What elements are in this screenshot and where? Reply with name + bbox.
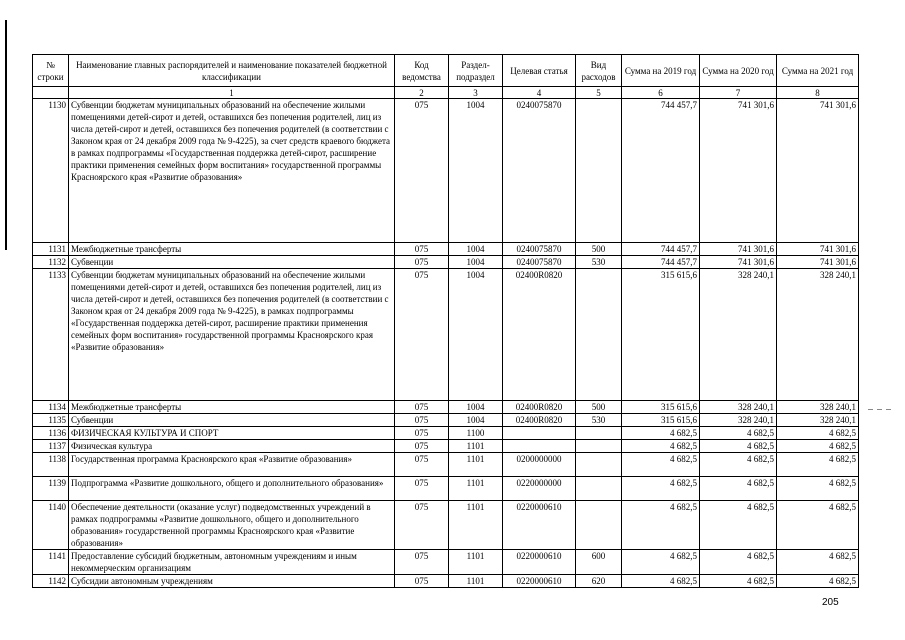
row-number: 1131 — [33, 243, 69, 256]
row-target: 0220000610 — [503, 575, 576, 588]
row-section: 1101 — [449, 501, 503, 550]
row-number: 1137 — [33, 440, 69, 453]
table-row — [33, 427, 859, 440]
table-row — [33, 414, 859, 427]
row-sum-2021: 4 682,5 — [777, 501, 859, 550]
row-target — [503, 440, 576, 453]
table-row — [33, 550, 859, 575]
column-index: 6 — [622, 87, 700, 99]
row-section: 1004 — [449, 269, 503, 401]
row-sum-2019: 315 615,6 — [622, 401, 700, 414]
header-section: Раздел-подраздел — [449, 55, 503, 87]
table-header-row — [33, 55, 859, 87]
row-number: 1141 — [33, 550, 69, 575]
column-index: 3 — [449, 87, 503, 99]
row-name: Субвенции бюджетам муниципальных образований на обеспечение жилыми помещениями детей-сирот и детей, оставшихся без попечения родителей, лиц из числа детей-сирот и детей, оставшихся без попечения родителей (в соответствии с Законом края от 24 декабря 2009 года № 9-4225), за счет средств краевого бюджета в рамках подпрограммы «Государственная поддержка детей-сирот, расширение практики применения семейных форм воспитания» государственной программы Красноярского края «Развитие образования» — [69, 99, 395, 243]
row-sum-2021: 741 301,6 — [777, 256, 859, 269]
row-sum-2021: 741 301,6 — [777, 243, 859, 256]
row-dept-code: 075 — [395, 501, 449, 550]
row-sum-2020: 741 301,6 — [700, 256, 777, 269]
row-name: Обеспечение деятельности (оказание услуг) подведомственных учреждений в рамках подпрограммы «Развитие дошкольного, общего и дополнительного образования» государственной программы Красноярского края «Развитие образования» — [69, 501, 395, 550]
row-number: 1132 — [33, 256, 69, 269]
row-sum-2019: 744 457,7 — [622, 99, 700, 243]
row-expense-type — [576, 440, 622, 453]
page-edge-mark — [5, 20, 7, 250]
row-sum-2020: 4 682,5 — [700, 501, 777, 550]
row-name: Субсидии автономным учреждениям — [69, 575, 395, 588]
row-sum-2019: 4 682,5 — [622, 440, 700, 453]
row-target — [503, 427, 576, 440]
row-expense-type — [576, 453, 622, 477]
margin-dashes — [868, 400, 898, 410]
row-section: 1004 — [449, 256, 503, 269]
row-sum-2019: 744 457,7 — [622, 256, 700, 269]
row-expense-type — [576, 427, 622, 440]
row-sum-2021: 4 682,5 — [777, 477, 859, 501]
row-number: 1138 — [33, 453, 69, 477]
row-sum-2020: 741 301,6 — [700, 243, 777, 256]
table-row — [33, 269, 859, 401]
row-sum-2020: 4 682,5 — [700, 550, 777, 575]
table-row — [33, 440, 859, 453]
row-target: 0220000610 — [503, 501, 576, 550]
row-sum-2019: 4 682,5 — [622, 550, 700, 575]
header-expense-type: Вид расходов — [576, 55, 622, 87]
row-section: 1101 — [449, 550, 503, 575]
row-sum-2019: 4 682,5 — [622, 575, 700, 588]
row-sum-2019: 4 682,5 — [622, 453, 700, 477]
row-target: 02400R0820 — [503, 401, 576, 414]
row-section: 1101 — [449, 477, 503, 501]
column-index: 2 — [395, 87, 449, 99]
column-index-row — [33, 87, 859, 99]
row-sum-2019: 744 457,7 — [622, 243, 700, 256]
row-dept-code: 075 — [395, 427, 449, 440]
row-dept-code: 075 — [395, 269, 449, 401]
row-sum-2021: 328 240,1 — [777, 414, 859, 427]
row-sum-2020: 328 240,1 — [700, 401, 777, 414]
row-expense-type: 530 — [576, 256, 622, 269]
row-number: 1130 — [33, 99, 69, 243]
header-sum-2020: Сумма на 2020 год — [700, 55, 777, 87]
row-number: 1133 — [33, 269, 69, 401]
row-dept-code: 075 — [395, 453, 449, 477]
row-dept-code: 075 — [395, 477, 449, 501]
row-sum-2021: 328 240,1 — [777, 401, 859, 414]
row-dept-code: 075 — [395, 550, 449, 575]
row-section: 1101 — [449, 453, 503, 477]
row-dept-code: 075 — [395, 575, 449, 588]
row-target: 02400R0820 — [503, 414, 576, 427]
row-sum-2019: 315 615,6 — [622, 414, 700, 427]
row-target: 0200000000 — [503, 453, 576, 477]
row-sum-2020: 741 301,6 — [700, 99, 777, 243]
header-target: Целевая статья — [503, 55, 576, 87]
column-index: 8 — [777, 87, 859, 99]
row-expense-type — [576, 501, 622, 550]
row-sum-2019: 4 682,5 — [622, 501, 700, 550]
row-dept-code: 075 — [395, 401, 449, 414]
row-name: Межбюджетные трансферты — [69, 401, 395, 414]
column-index: 5 — [576, 87, 622, 99]
row-name: Предоставление субсидий бюджетным, автономным учреждениям и иным некоммерческим организациям — [69, 550, 395, 575]
row-expense-type: 530 — [576, 414, 622, 427]
row-section: 1004 — [449, 99, 503, 243]
table-row — [33, 575, 859, 588]
table-row — [33, 243, 859, 256]
row-sum-2020: 328 240,1 — [700, 269, 777, 401]
table-row — [33, 501, 859, 550]
table-row — [33, 99, 859, 243]
row-sum-2019: 4 682,5 — [622, 427, 700, 440]
table-row — [33, 401, 859, 414]
row-sum-2021: 4 682,5 — [777, 550, 859, 575]
row-dept-code: 075 — [395, 440, 449, 453]
row-expense-type: 600 — [576, 550, 622, 575]
row-name: Субвенции — [69, 256, 395, 269]
row-dept-code: 075 — [395, 256, 449, 269]
row-name: Подпрограмма «Развитие дошкольного, общего и дополнительного образования» — [69, 477, 395, 501]
row-number: 1139 — [33, 477, 69, 501]
row-sum-2019: 4 682,5 — [622, 477, 700, 501]
row-expense-type: 500 — [576, 401, 622, 414]
row-sum-2020: 4 682,5 — [700, 477, 777, 501]
row-dept-code: 075 — [395, 243, 449, 256]
row-number: 1142 — [33, 575, 69, 588]
row-sum-2021: 4 682,5 — [777, 575, 859, 588]
column-index: 4 — [503, 87, 576, 99]
row-name: Межбюджетные трансферты — [69, 243, 395, 256]
row-section: 1004 — [449, 401, 503, 414]
row-sum-2021: 4 682,5 — [777, 440, 859, 453]
row-expense-type — [576, 99, 622, 243]
row-target: 02400R0820 — [503, 269, 576, 401]
column-index — [33, 87, 69, 99]
row-sum-2020: 4 682,5 — [700, 453, 777, 477]
row-sum-2020: 328 240,1 — [700, 414, 777, 427]
row-sum-2020: 4 682,5 — [700, 427, 777, 440]
row-number: 1135 — [33, 414, 69, 427]
table-row — [33, 453, 859, 477]
row-sum-2019: 315 615,6 — [622, 269, 700, 401]
header-row-number: № строки — [33, 55, 69, 87]
page-number: 205 — [822, 597, 839, 608]
header-sum-2021: Сумма на 2021 год — [777, 55, 859, 87]
row-expense-type — [576, 269, 622, 401]
row-sum-2021: 4 682,5 — [777, 453, 859, 477]
row-expense-type — [576, 477, 622, 501]
header-sum-2019: Сумма на 2019 год — [622, 55, 700, 87]
row-sum-2021: 741 301,6 — [777, 99, 859, 243]
row-target: 0220000000 — [503, 477, 576, 501]
row-number: 1134 — [33, 401, 69, 414]
row-name: Субвенции бюджетам муниципальных образований на обеспечение жилыми помещениями детей-сирот и детей, оставшихся без попечения родителей, лиц из числа детей-сирот и детей, оставшихся без попечения родителей (в соответствии с Законом края от 24 декабря 2009 года № 9-4225), в рамках подпрограммы «Государственная поддержка детей-сирот, расширение практики применения семейных форм воспитания» государственной программы Красноярского края «Развитие образования» — [69, 269, 395, 401]
table-row — [33, 477, 859, 501]
row-sum-2021: 328 240,1 — [777, 269, 859, 401]
row-expense-type: 620 — [576, 575, 622, 588]
column-index: 1 — [69, 87, 395, 99]
table-body — [33, 99, 859, 588]
row-number: 1140 — [33, 501, 69, 550]
row-sum-2020: 4 682,5 — [700, 440, 777, 453]
row-section: 1004 — [449, 243, 503, 256]
row-name: ФИЗИЧЕСКАЯ КУЛЬТУРА И СПОРТ — [69, 427, 395, 440]
row-name: Субвенции — [69, 414, 395, 427]
table-row — [33, 256, 859, 269]
header-name: Наименование главных распорядителей и наименование показателей бюджетной классификации — [69, 55, 395, 87]
row-number: 1136 — [33, 427, 69, 440]
row-dept-code: 075 — [395, 414, 449, 427]
row-target: 0240075870 — [503, 243, 576, 256]
row-target: 0240075870 — [503, 99, 576, 243]
row-name: Государственная программа Красноярского края «Развитие образования» — [69, 453, 395, 477]
column-index: 7 — [700, 87, 777, 99]
row-dept-code: 075 — [395, 99, 449, 243]
row-section: 1101 — [449, 440, 503, 453]
row-target: 0240075870 — [503, 256, 576, 269]
row-section: 1101 — [449, 575, 503, 588]
header-dept-code: Код ведомства — [395, 55, 449, 87]
row-sum-2021: 4 682,5 — [777, 427, 859, 440]
row-name: Физическая культура — [69, 440, 395, 453]
budget-table — [32, 54, 859, 588]
row-target: 0220000610 — [503, 550, 576, 575]
row-expense-type: 500 — [576, 243, 622, 256]
row-section: 1100 — [449, 427, 503, 440]
row-section: 1004 — [449, 414, 503, 427]
row-sum-2020: 4 682,5 — [700, 575, 777, 588]
